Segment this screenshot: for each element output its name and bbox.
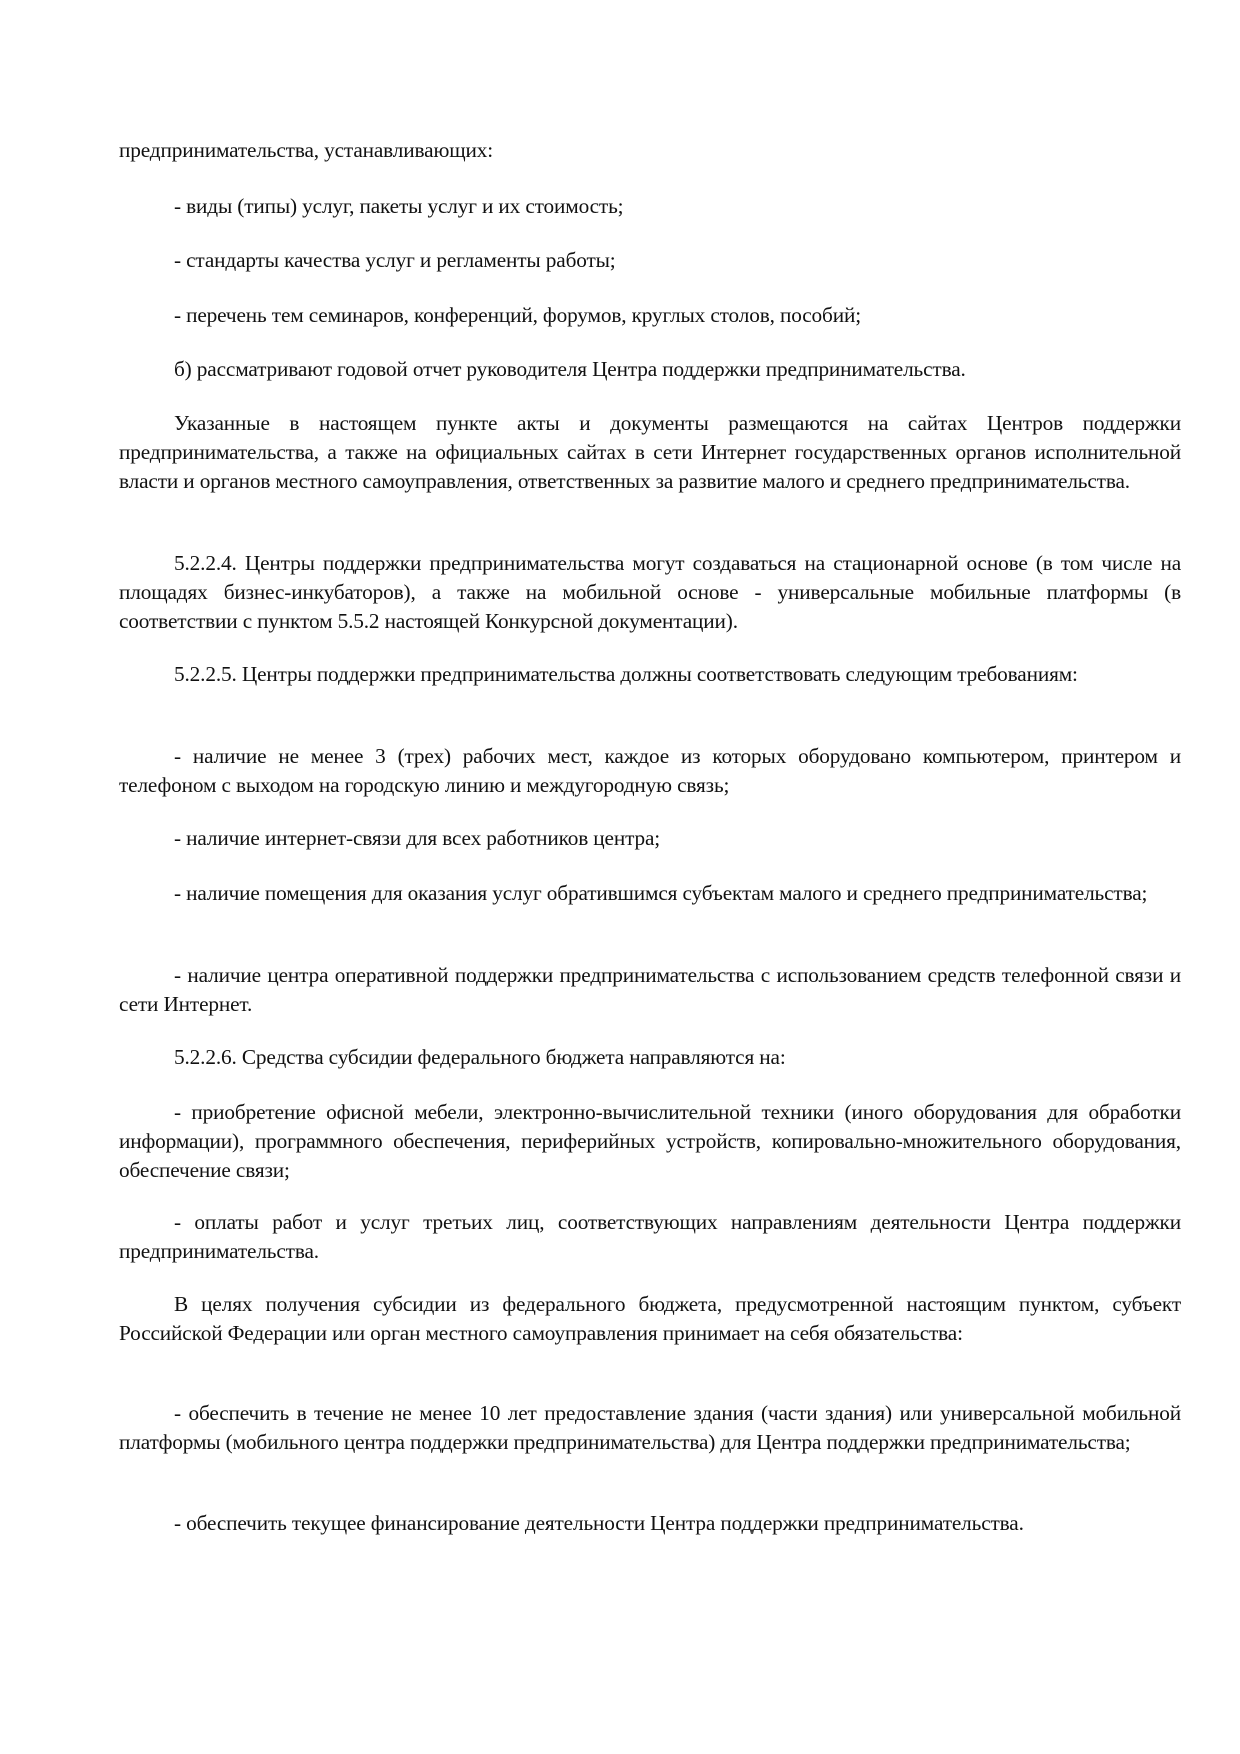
section-5-2-2-6: 5.2.2.6. Средства субсидии федерального бюджета направляются на: [174, 1045, 786, 1069]
list-item-building-provision: - обеспечить в течение не менее 10 лет предоставление здания (части здания) или универсальной мобильной платформы (мобильного центра поддержки предпринимательства) для Центра поддержки предпринимательства; [119, 1401, 1181, 1454]
list-item-current-financing: - обеспечить текущее финансирование деятельности Центра поддержки предпринимательства. [174, 1511, 1024, 1535]
list-item-office-equipment: - приобретение офисной мебели, электронно-вычислительной техники (иного оборудования для обработки информации), программного обеспечения, периферийных устройств, копировально-множительного оборудования, обеспечение связи; [119, 1100, 1181, 1182]
list-item-operational-support: - наличие центра оперативной поддержки предпринимательства с использованием средств телефонной связи и сети Интернет. [119, 963, 1181, 1016]
list-item-quality-standards: - стандарты качества услуг и регламенты работы; [174, 248, 616, 272]
list-item-internet: - наличие интернет-связи для всех работников центра; [174, 826, 661, 850]
list-item-seminar-topics: - перечень тем семинаров, конференций, форумов, круглых столов, пособий; [174, 303, 861, 327]
paragraph-obligations: В целях получения субсидии из федерального бюджета, предусмотренной настоящим пунктом, субъект Российской Федерации или орган местного самоуправления принимает на себя обязательства: [119, 1292, 1181, 1345]
list-item-workplaces: - наличие не менее 3 (трех) рабочих мест, каждое из которых оборудовано компьютером, принтером и телефоном с выходом на городскую линию и междугородную связь; [119, 744, 1181, 797]
paragraph-publication-of-acts: Указанные в настоящем пункте акты и документы размещаются на сайтах Центров поддержки предпринимательства, а также на официальных сайтах в сети Интернет государственных органов исполнительной власти и органов местного самоуправления, ответственных за развитие малого и среднего предпринимательства. [119, 411, 1181, 493]
list-item-third-party-services: - оплаты работ и услуг третьих лиц, соответствующих направлениям деятельности Центра поддержки предпринимательства. [119, 1210, 1181, 1263]
list-item-premises: - наличие помещения для оказания услуг обратившимся субъектам малого и среднего предпринимательства; [174, 881, 1148, 905]
section-5-2-2-4: 5.2.2.4. Центры поддержки предпринимательства могут создаваться на стационарной основе (в том числе на площадях бизнес-инкубаторов), а также на мобильной основе - универсальные мобильные платформы (в соответствии с пунктом 5.5.2 настоящей Конкурсной документации). [119, 551, 1181, 633]
paragraph-intro-continuation: предпринимательства, устанавливающих: [119, 138, 493, 162]
list-item-annual-report: б) рассматривают годовой отчет руководителя Центра поддержки предпринимательства. [174, 357, 966, 381]
list-item-service-types: - виды (типы) услуг, пакеты услуг и их стоимость; [174, 194, 624, 218]
section-5-2-2-5: 5.2.2.5. Центры поддержки предпринимательства должны соответствовать следующим требованиям: [174, 662, 1078, 686]
